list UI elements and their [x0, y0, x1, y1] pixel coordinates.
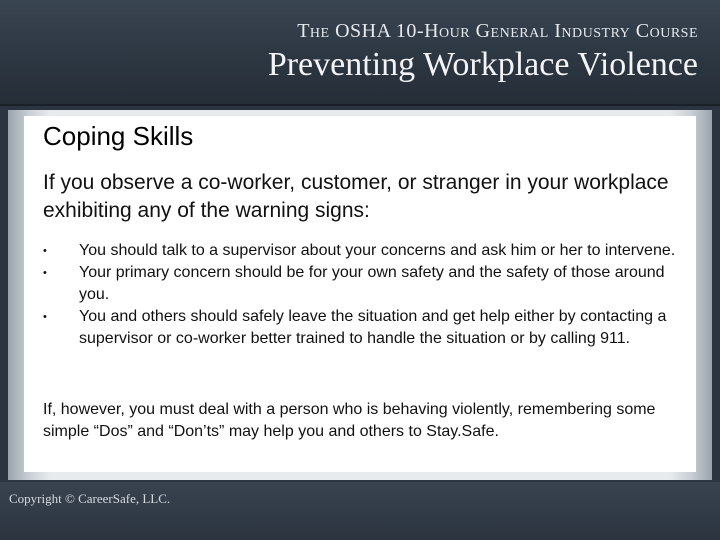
intro-text: If you observe a co-worker, customer, or stranger in your workplace exhibiting any of the warning signs: — [43, 171, 669, 222]
bullet-icon: • — [43, 267, 47, 279]
slide-header — [0, 0, 720, 106]
bullet-text: You and others should safely leave the situation and get help either by contacting a supervisor or co-worker better trained to handle the situation or by calling 911. — [79, 308, 667, 347]
list-item — [43, 306, 689, 350]
slide-title: Coping Skills — [43, 121, 194, 151]
list-item — [43, 240, 689, 262]
course-title: The OSHA 10-Hour General Industry Course — [297, 20, 698, 42]
bullet-icon: • — [43, 311, 47, 323]
list-item — [43, 262, 689, 306]
bullet-list — [43, 240, 689, 350]
bullet-text: Your primary concern should be for your own safety and the safety of those around you. — [79, 264, 665, 303]
closing-text: If, however, you must deal with a person who is behaving violently, remembering some simple “Dos” and “Don’ts” may help you and others to Stay.Safe. — [43, 401, 656, 440]
bullet-text: You should talk to a supervisor about your concerns and ask him or her to intervene. — [79, 242, 676, 259]
copyright-text: Copyright © CareerSafe, LLC. — [9, 491, 171, 506]
module-title: Preventing Workplace Violence — [267, 46, 698, 83]
bullet-icon: • — [43, 245, 47, 257]
